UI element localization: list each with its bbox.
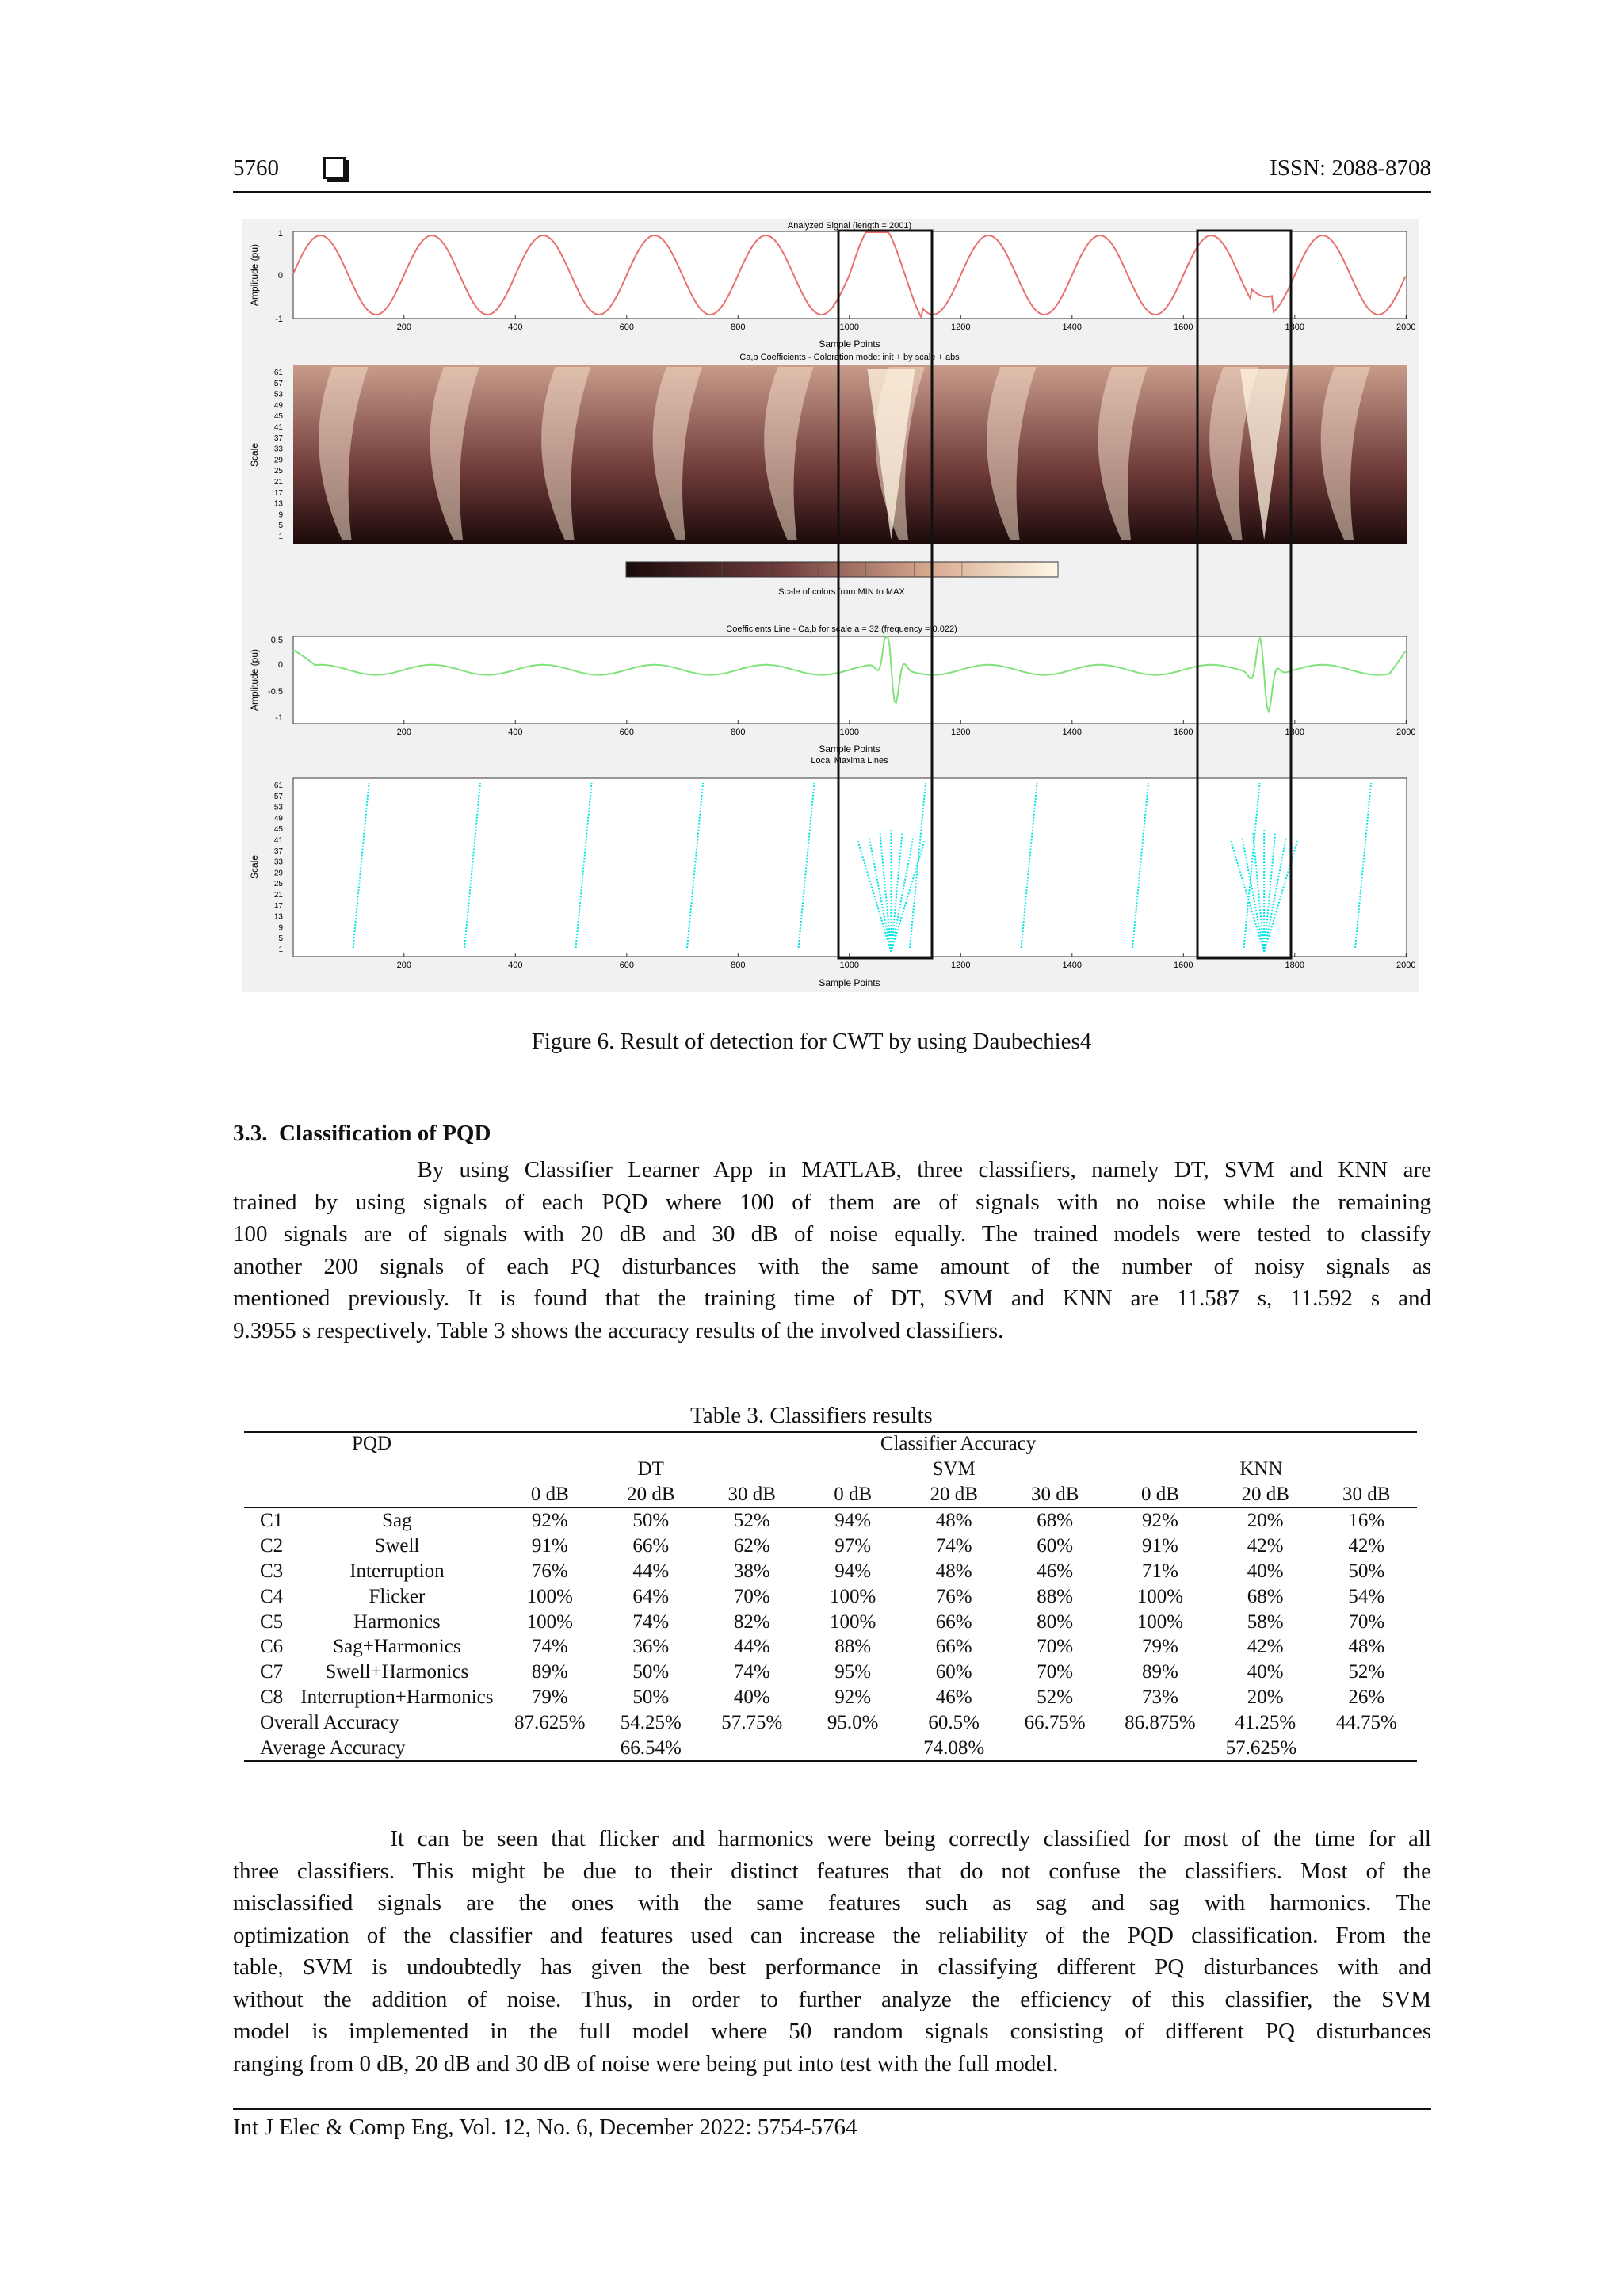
accuracy-cell: 76% <box>531 1560 568 1582</box>
panel2-ytick-label: 53 <box>273 390 283 399</box>
paragraph-1 <box>233 1154 1431 1347</box>
checkbox-square-icon <box>323 157 346 179</box>
paragraph-line: three classifiers. This might be due to their distinct features that do not confuse the classifiers. Most of the <box>233 1858 1431 1884</box>
overall-cell: 44.75% <box>1335 1711 1397 1733</box>
row-code: C7 <box>260 1661 284 1683</box>
panel1-xtick-label: 1800 <box>1285 323 1305 332</box>
header-rule <box>233 191 1431 193</box>
accuracy-cell: 70% <box>1037 1661 1074 1683</box>
panel4-ytick-label: 25 <box>273 880 283 889</box>
panel4-ytick-label: 21 <box>273 891 283 900</box>
accuracy-cell: 62% <box>733 1535 770 1557</box>
panel4-xtick-label: 1000 <box>839 961 860 970</box>
subheader-cell: 30 dB <box>1030 1483 1079 1505</box>
accuracy-cell: 26% <box>1348 1686 1385 1708</box>
row-disturbance-name: Interruption+Harmonics <box>300 1686 494 1708</box>
panel2-yticks <box>274 369 284 541</box>
panel4-ytick-label: 49 <box>273 814 283 823</box>
accuracy-cell: 40% <box>1247 1661 1284 1683</box>
paragraph-2 <box>233 1823 1431 2080</box>
accuracy-cell: 64% <box>632 1585 670 1607</box>
colorbar-label: Scale of colors from MIN to MAX <box>778 587 905 597</box>
panel2-title: Ca,b Coefficients - Coloration mode: init + by scale + abs <box>739 353 960 362</box>
panel1-ytick-0: 0 <box>277 271 283 281</box>
panel3-xtick-label: 1800 <box>1285 728 1305 737</box>
subheader-cell: 20 dB <box>1241 1483 1289 1505</box>
page-header <box>233 155 1431 190</box>
accuracy-cell: 20% <box>1247 1510 1284 1532</box>
accuracy-cell: 70% <box>1348 1610 1385 1633</box>
accuracy-cell: 70% <box>1037 1636 1074 1658</box>
panel2-ytick-label: 9 <box>278 510 283 520</box>
row-code: C3 <box>260 1560 284 1582</box>
average-svm: 74.08% <box>923 1736 985 1759</box>
section-heading: 3.3. Classification of PQD <box>233 1121 491 1146</box>
panel3-ytick-m05: -0.5 <box>268 687 283 697</box>
overall-cell: 57.75% <box>721 1711 783 1733</box>
paragraph-line: trained by using signals of each PQD where 100 of them are of signals with no noise while the remaining <box>233 1189 1431 1215</box>
panel2-ytick-label: 45 <box>273 412 283 422</box>
accuracy-cell: 88% <box>1037 1585 1074 1607</box>
accuracy-cell: 100% <box>526 1585 573 1607</box>
accuracy-cell: 52% <box>1037 1686 1074 1708</box>
coefficient-plot-area <box>293 636 1407 724</box>
classifier-accuracy-header: Classifier Accuracy <box>880 1433 1037 1454</box>
accuracy-cell: 94% <box>834 1560 872 1582</box>
accuracy-cell: 74% <box>632 1610 670 1633</box>
panel4-ytick-label: 13 <box>273 912 283 922</box>
accuracy-cell: 42% <box>1247 1535 1284 1557</box>
row-disturbance-name: Sag+Harmonics <box>333 1636 461 1658</box>
panel4-ytick-label: 1 <box>278 946 283 954</box>
panel4-ytick-label: 61 <box>273 781 283 790</box>
accuracy-cell: 52% <box>733 1510 770 1532</box>
panel2-ylabel: Scale <box>249 442 260 468</box>
paragraph-line: table, SVM is undoubtedly has given the best performance in classifying different PQ disturbances with and <box>233 1954 1431 1980</box>
panel3-title: Coefficients Line - Ca,b for scale a = 32 (frequency = 0.022) <box>726 625 957 634</box>
panel4-ylabel: Scale <box>249 854 260 880</box>
paragraph-line: It can be seen that flicker and harmonics were being correctly classified for most of the time for all <box>233 1826 1431 1851</box>
panel4-xtick-label: 200 <box>396 961 411 970</box>
paragraph-line: without the addition of noise. Thus, in order to further analyze the efficiency of this classifier, the SVM <box>233 1986 1431 2012</box>
accuracy-cell: 92% <box>531 1510 568 1532</box>
panel2-ytick-label: 5 <box>278 521 283 531</box>
table-row <box>244 1660 1417 1685</box>
accuracy-cell: 91% <box>531 1535 568 1557</box>
panel3-xlabel: Sample Points <box>819 743 880 755</box>
accuracy-cell: 50% <box>1348 1560 1385 1582</box>
paragraph-line: another 200 signals of each PQ disturbances with the same amount of the number of noisy signals as <box>233 1253 1431 1279</box>
panel3-xtick-label: 200 <box>396 728 411 737</box>
row-code: C2 <box>260 1535 284 1557</box>
panel3-ytick-m1: -1 <box>275 713 283 723</box>
panel4-xlabel: Sample Points <box>819 977 880 988</box>
accuracy-cell: 100% <box>1136 1610 1184 1633</box>
accuracy-cell: 74% <box>935 1535 972 1557</box>
panel1-xtick-label: 600 <box>619 323 634 332</box>
panel3-xtick-label: 600 <box>619 728 634 737</box>
accuracy-cell: 48% <box>1348 1636 1385 1658</box>
accuracy-cell: 44% <box>733 1636 770 1658</box>
classifiers-results-table <box>244 1431 1417 1762</box>
row-disturbance-name: Swell <box>374 1535 420 1557</box>
accuracy-cell: 46% <box>1037 1560 1074 1582</box>
average-knn: 57.625% <box>1225 1736 1297 1759</box>
panel1-ytick-1: 1 <box>277 229 283 239</box>
table-row <box>244 1559 1417 1584</box>
panel2-ytick-label: 17 <box>273 488 283 498</box>
accuracy-cell: 52% <box>1348 1661 1385 1683</box>
table-row <box>244 1507 1417 1534</box>
table-header-row <box>244 1431 1417 1457</box>
panel4-ytick-label: 45 <box>273 825 283 835</box>
panel3-xtick-label: 1200 <box>951 728 971 737</box>
panel3-xtick-label: 400 <box>508 728 523 737</box>
colorbar <box>626 562 1058 577</box>
dt-header: DT <box>637 1457 664 1480</box>
panel2-ytick-label: 61 <box>273 369 283 377</box>
row-code: C6 <box>260 1636 284 1658</box>
panel2-ytick-label: 29 <box>273 456 283 465</box>
accuracy-cell: 66% <box>632 1535 670 1557</box>
accuracy-cell: 68% <box>1037 1510 1074 1532</box>
accuracy-cell: 40% <box>733 1686 770 1708</box>
table-body <box>244 1507 1417 1710</box>
panel2-ytick-label: 25 <box>273 467 283 476</box>
panel2-ytick-label: 37 <box>273 434 283 443</box>
panel3-ylabel: Amplitude (pu) <box>249 648 260 712</box>
accuracy-cell: 20% <box>1247 1686 1284 1708</box>
average-dt: 66.54% <box>620 1736 682 1759</box>
accuracy-cell: 50% <box>632 1686 670 1708</box>
panel2-ytick-label: 33 <box>273 445 283 454</box>
panel1-xtick-label: 1400 <box>1062 323 1083 332</box>
overall-accuracy-row <box>244 1710 1417 1736</box>
overall-cell: 60.5% <box>928 1711 980 1733</box>
paragraph-line: optimization of the classifier and features used can increase the reliability of the PQD classification. From the <box>233 1922 1431 1948</box>
accuracy-cell: 71% <box>1142 1560 1178 1582</box>
accuracy-cell: 79% <box>1142 1636 1178 1658</box>
overall-cell: 66.75% <box>1024 1711 1086 1733</box>
subheader-cell: 30 dB <box>727 1483 776 1505</box>
accuracy-cell: 60% <box>1037 1535 1074 1557</box>
panel4-xtick-label: 800 <box>731 961 746 970</box>
accuracy-cell: 48% <box>935 1560 972 1582</box>
panel4-ytick-label: 29 <box>273 869 283 878</box>
overall-cell: 54.25% <box>620 1711 682 1733</box>
maxima-plot-area <box>293 778 1407 957</box>
accuracy-cell: 73% <box>1142 1686 1178 1708</box>
table-row <box>244 1534 1417 1559</box>
paragraph-line: mentioned previously. It is found that the training time of DT, SVM and KNN are 11.587 s, 11.592 s and <box>233 1286 1431 1311</box>
accuracy-cell: 68% <box>1247 1585 1284 1607</box>
panel3-ytick-05: 0.5 <box>270 636 283 645</box>
panel4-ytick-label: 57 <box>273 792 283 801</box>
overall-cell: 41.25% <box>1235 1711 1296 1733</box>
row-disturbance-name: Harmonics <box>353 1610 441 1633</box>
accuracy-cell: 50% <box>632 1661 670 1683</box>
table-subheader-row <box>244 1482 1417 1508</box>
overall-cell: 95.0% <box>827 1711 879 1733</box>
panel4-xtick-label: 1600 <box>1174 961 1193 970</box>
subheader-cell: 20 dB <box>930 1483 978 1505</box>
accuracy-cell: 66% <box>935 1636 972 1658</box>
accuracy-cell: 91% <box>1142 1535 1178 1557</box>
panel3-xtick-label: 800 <box>731 728 746 737</box>
knn-header: KNN <box>1239 1457 1283 1480</box>
table-row <box>244 1584 1417 1610</box>
panel4-xtick-label: 1800 <box>1285 961 1305 970</box>
paragraph-line: ranging from 0 dB, 20 dB and 30 dB of noise were being put into test with the full model. <box>233 2050 1059 2076</box>
accuracy-cell: 54% <box>1348 1585 1385 1607</box>
accuracy-cell: 40% <box>1247 1560 1284 1582</box>
average-accuracy-row <box>244 1736 1417 1762</box>
row-code: C8 <box>260 1686 284 1708</box>
page-number: 5760 <box>233 155 279 181</box>
panel1-title: Analyzed Signal (length = 2001) <box>787 221 912 231</box>
paragraph-line: By using Classifier Learner App in MATLAB, three classifiers, namely DT, SVM and KNN are <box>233 1157 1431 1182</box>
svm-header: SVM <box>932 1457 976 1480</box>
row-code: C4 <box>260 1585 284 1607</box>
row-code: C1 <box>260 1510 284 1532</box>
page-footer: Int J Elec & Comp Eng, Vol. 12, No. 6, December 2022: 5754-5764 <box>233 2115 857 2140</box>
average-accuracy-label: Average Accuracy <box>260 1736 406 1759</box>
panel1-xtick-label: 800 <box>731 323 746 332</box>
panel4-ytick-label: 53 <box>273 803 283 812</box>
accuracy-cell: 50% <box>632 1510 670 1532</box>
accuracy-cell: 80% <box>1037 1610 1074 1633</box>
panel1-xtick-label: 1200 <box>951 323 971 332</box>
accuracy-cell: 88% <box>834 1636 872 1658</box>
panel1-xtick-label: 400 <box>508 323 523 332</box>
accuracy-cell: 100% <box>830 1585 876 1607</box>
overall-cell: 87.625% <box>514 1711 586 1733</box>
accuracy-cell: 79% <box>531 1686 568 1708</box>
accuracy-cell: 42% <box>1348 1535 1385 1557</box>
subheader-cell: 0 dB <box>530 1483 569 1505</box>
accuracy-cell: 97% <box>834 1535 872 1557</box>
figure-caption: Figure 6. Result of detection for CWT by using Daubechies4 <box>531 1029 1092 1054</box>
accuracy-cell: 60% <box>935 1661 972 1683</box>
panel3-xtick-label: 1600 <box>1174 728 1193 737</box>
overall-cell: 86.875% <box>1125 1711 1196 1733</box>
panel4-xtick-label: 600 <box>619 961 634 970</box>
panel2-ytick-label: 41 <box>273 423 283 432</box>
row-disturbance-name: Flicker <box>369 1585 426 1607</box>
row-disturbance-name: Swell+Harmonics <box>325 1661 469 1683</box>
accuracy-cell: 89% <box>531 1661 568 1683</box>
panel1-xtick-label: 1600 <box>1174 323 1193 332</box>
table-row <box>244 1610 1417 1635</box>
overall-accuracy-label: Overall Accuracy <box>260 1711 399 1733</box>
accuracy-cell: 16% <box>1348 1510 1385 1532</box>
paragraph-line: misclassified signals are the ones with the same features such as sag and sag with harmonics. The <box>233 1890 1431 1916</box>
figure-6 <box>242 219 1419 992</box>
accuracy-cell: 38% <box>733 1560 770 1582</box>
paragraph-line: 100 signals are of signals with 20 dB and 30 dB of noise equally. The trained models were tested to classify <box>233 1221 1431 1247</box>
accuracy-cell: 94% <box>834 1510 872 1532</box>
panel3-xtick-label: 2000 <box>1396 728 1416 737</box>
pqd-header: PQD <box>352 1433 392 1454</box>
accuracy-cell: 76% <box>935 1585 972 1607</box>
accuracy-cell: 46% <box>935 1686 972 1708</box>
panel4-ytick-label: 33 <box>273 858 283 867</box>
subheader-cell: 0 dB <box>1140 1483 1179 1505</box>
accuracy-cell: 42% <box>1247 1636 1284 1658</box>
panel2-ytick-label: 21 <box>273 478 283 487</box>
accuracy-cell: 66% <box>935 1610 972 1633</box>
row-disturbance-name: Interruption <box>349 1560 445 1582</box>
accuracy-cell: 92% <box>834 1686 872 1708</box>
paragraph-line: model is implemented in the full model where 50 random signals consisting of different PQ disturbances <box>233 2019 1431 2044</box>
table-row <box>244 1634 1417 1660</box>
panel2-ytick-label: 57 <box>273 379 283 388</box>
subheader-cell: 30 dB <box>1342 1483 1391 1505</box>
accuracy-cell: 89% <box>1142 1661 1178 1683</box>
panel4-xtick-label: 400 <box>508 961 523 970</box>
panel2-ytick-label: 1 <box>278 533 283 541</box>
table-title: Table 3. Classifiers results <box>690 1403 933 1428</box>
panel4-yticks <box>274 781 284 954</box>
table-row <box>244 1685 1417 1710</box>
accuracy-cell: 100% <box>1136 1585 1184 1607</box>
panel3-xtick-label: 1400 <box>1062 728 1083 737</box>
panel1-ytick-m1: -1 <box>275 315 283 324</box>
panel2-ytick-label: 13 <box>273 499 283 509</box>
panel3-xtick-label: 1000 <box>839 728 860 737</box>
panel1-xtick-label: 2000 <box>1396 323 1416 332</box>
issn-label: ISSN: 2088-8708 <box>1270 155 1431 181</box>
panel1-ylabel: Amplitude (pu) <box>249 243 260 307</box>
paragraph-line: 9.3955 s respectively. Table 3 shows the accuracy results of the involved classifiers. <box>233 1317 1004 1343</box>
accuracy-cell: 74% <box>531 1636 568 1658</box>
accuracy-cell: 100% <box>830 1610 876 1633</box>
panel4-title: Local Maxima Lines <box>811 756 888 766</box>
table-classifier-row <box>244 1457 1417 1482</box>
panel4-ytick-label: 9 <box>278 923 283 933</box>
accuracy-cell: 48% <box>935 1510 972 1532</box>
panel4-xtick-label: 1200 <box>951 961 971 970</box>
accuracy-cell: 36% <box>632 1636 670 1658</box>
accuracy-cell: 100% <box>526 1610 573 1633</box>
accuracy-cell: 70% <box>733 1585 770 1607</box>
accuracy-cell: 95% <box>834 1661 872 1683</box>
accuracy-cell: 92% <box>1142 1510 1178 1532</box>
panel2-ytick-label: 49 <box>273 401 283 411</box>
panel4-ytick-label: 41 <box>273 836 283 845</box>
row-code: C5 <box>260 1610 284 1633</box>
panel4-ytick-label: 17 <box>273 901 283 911</box>
accuracy-cell: 82% <box>733 1610 770 1633</box>
panel3-ytick-0: 0 <box>277 660 283 670</box>
accuracy-cell: 74% <box>733 1661 770 1683</box>
panel4-xtick-label: 2000 <box>1396 961 1416 970</box>
subheader-cell: 0 dB <box>834 1483 873 1505</box>
panel4-ytick-label: 5 <box>278 934 283 944</box>
panel4-ytick-label: 37 <box>273 846 283 856</box>
footer-rule <box>233 2108 1431 2110</box>
subheader-cell: 20 dB <box>627 1483 675 1505</box>
panel1-xtick-label: 200 <box>396 323 411 332</box>
row-disturbance-name: Sag <box>382 1510 412 1532</box>
panel4-xtick-label: 1400 <box>1062 961 1083 970</box>
panel1-xlabel: Sample Points <box>819 338 880 350</box>
panel1-xtick-label: 1000 <box>839 323 860 332</box>
accuracy-cell: 58% <box>1247 1610 1284 1633</box>
accuracy-cell: 44% <box>632 1560 670 1582</box>
